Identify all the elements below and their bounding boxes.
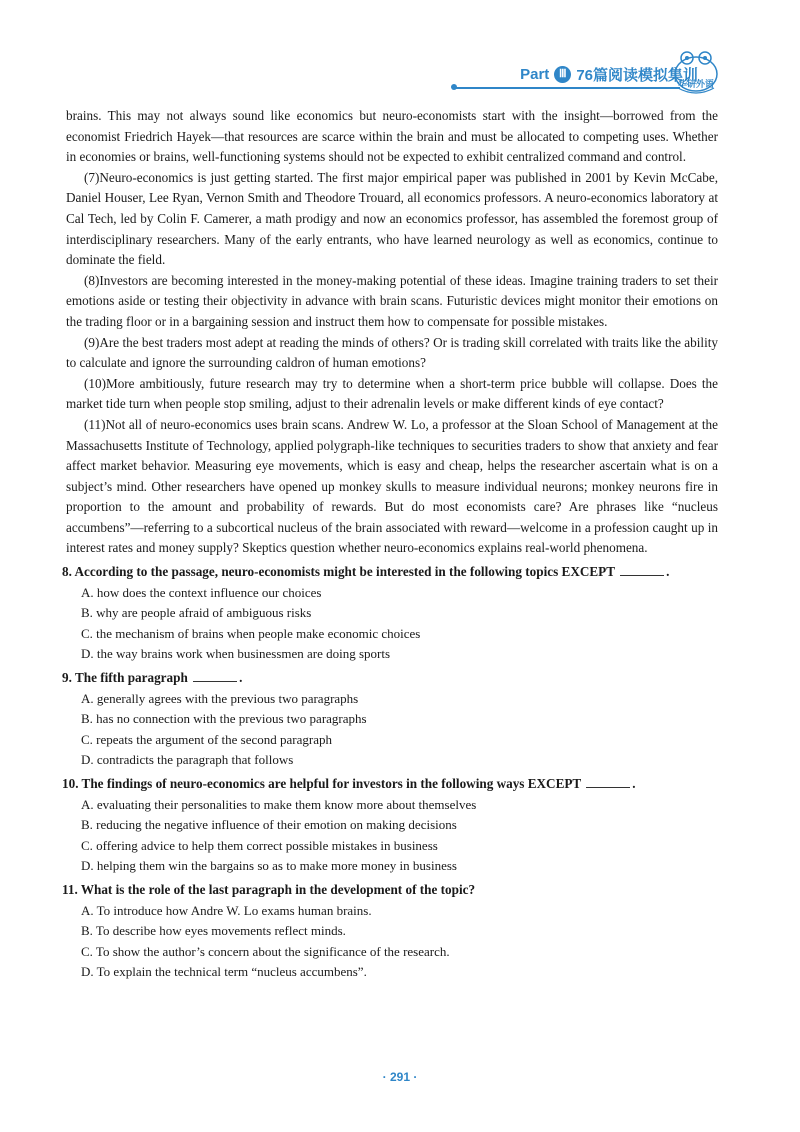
question-stem: 9. The fifth paragraph . <box>62 670 243 686</box>
answer-blank <box>586 776 630 788</box>
question-stem: 10. The findings of neuro-economics are helpful for investors in the following ways EXCEPT . <box>62 776 636 791</box>
option-b: B. To describe how eyes movements reflect minds. <box>81 923 346 939</box>
option-a: A. evaluating their personalities to make them know more about themselves <box>81 796 477 812</box>
header-rule <box>455 87 680 89</box>
question-stem: 8. According to the passage, neuro-economists might be interested in the following topics EXCEPT . <box>62 564 670 580</box>
option-a: A. how does the context influence our choices <box>81 584 322 600</box>
option-d: D. helping them win the bargains so as to make more money in business <box>81 858 457 874</box>
paragraph-7: (7)Neuro-economics is just getting started. The first major empirical paper was published in 2001 by Kevin McCabe, Daniel Houser, Lee Ryan, Vernon Smith and Theodore Trouard, all economics professors. A neuro-economics laboratory at Cal Tech, led by Colin F. Camerer, a math prodigy and now an economics professor, has assembled the foremost group of interdisciplinary researchers. Many of the early entrants, who have learned neurology as well as economics, continue to dominate the field. <box>66 169 718 268</box>
option-a: A. To introduce how Andre W. Lo exams human brains. <box>81 902 372 918</box>
question-8 <box>62 562 718 665</box>
logo-mascot-icon <box>672 48 720 98</box>
paragraph-8: (8)Investors are becoming interested in the money-making potential of these ideas. Imagine training traders to set their emotions aside or testing their objectivity in advance with brain scans. Futuristic devices might monitor their emotions on the trading floor or in a bargaining session and instruct them how to compensate for possible mistakes. <box>66 272 718 329</box>
option-c: C. To show the author’s concern about the significance of the research. <box>81 943 450 959</box>
answer-blank <box>193 670 237 682</box>
paragraph-continued: brains. This may not always sound like economics but neuro-economists start with the insight—borrowed from the economist Friedrich Hayek—that resources are scarce within the brain and must be allocated to competing uses. Whether in economies or brains, well-functioning systems should not be expected to exhibit centralized command and control. <box>66 108 718 165</box>
publisher-logo <box>672 48 720 98</box>
question-stem: 11. What is the role of the last paragraph in the development of the topic? <box>62 881 476 897</box>
option-d: D. To explain the technical term “nucleus accumbens”. <box>81 964 367 980</box>
part-label: Part <box>520 66 550 83</box>
option-a: A. generally agrees with the previous two paragraphs <box>81 690 359 706</box>
logo-text: 华研外语 <box>677 80 714 90</box>
option-b: B. why are people afraid of ambiguous risks <box>81 605 312 621</box>
option-c: C. the mechanism of brains when people make economic choices <box>81 625 421 641</box>
question-9 <box>62 668 718 771</box>
part-numeral-badge: Ⅲ <box>554 66 571 83</box>
answer-blank <box>620 564 664 576</box>
question-10 <box>62 774 718 877</box>
option-c: C. offering advice to help them correct possible mistakes in business <box>81 837 438 853</box>
section-title: 76篇阅读模拟集训 <box>576 67 698 84</box>
page-number: · 291 · <box>382 1070 418 1084</box>
option-c: C. repeats the argument of the second paragraph <box>81 731 332 747</box>
option-b: B. has no connection with the previous two paragraphs <box>81 711 367 727</box>
page-content <box>62 106 718 983</box>
page-header <box>0 48 800 110</box>
paragraph-10: (10)More ambitiously, future research may try to determine when a short-term price bubble will collapse. Does the market tide turn when people stop smiling, adjust to their adrenalin levels or make different kinds of eye contact? <box>66 375 718 412</box>
option-b: B. reducing the negative influence of their emotion on making decisions <box>81 817 457 833</box>
question-11 <box>62 880 718 983</box>
paragraph-9: (9)Are the best traders most adept at reading the minds of others? Or is trading skill correlated with traits like the ability to calculate and ignore the surrounding caldron of human emotions? <box>66 334 718 371</box>
option-d: D. the way brains work when businessmen are doing sports <box>81 646 391 662</box>
paragraph-11: (11)Not all of neuro-economics uses brain scans. Andrew W. Lo, a professor at the Sloan School of Management at the Massachusetts Institute of Technology, applied polygraph-like techniques to securities traders to show that anxiety and fear affect market behavior. Measuring eye movements, which is easy and cheap, helps the researcher ascertain what is on a subject’s mind. Other researchers have opened up monkey skulls to measure individual neurons; monkey neurons fire in proportion to the amount and probability of rewards. But do most economists care? Are phrases like “nucleus accumbens”—referring to a subcortical nucleus of the brain associated with reward—welcome in a profession caught up in interest rates and money supply? Skeptics question whether neuro-economics explains real-world phenomena. <box>66 416 718 556</box>
option-d: D. contradicts the paragraph that follows <box>81 752 294 768</box>
